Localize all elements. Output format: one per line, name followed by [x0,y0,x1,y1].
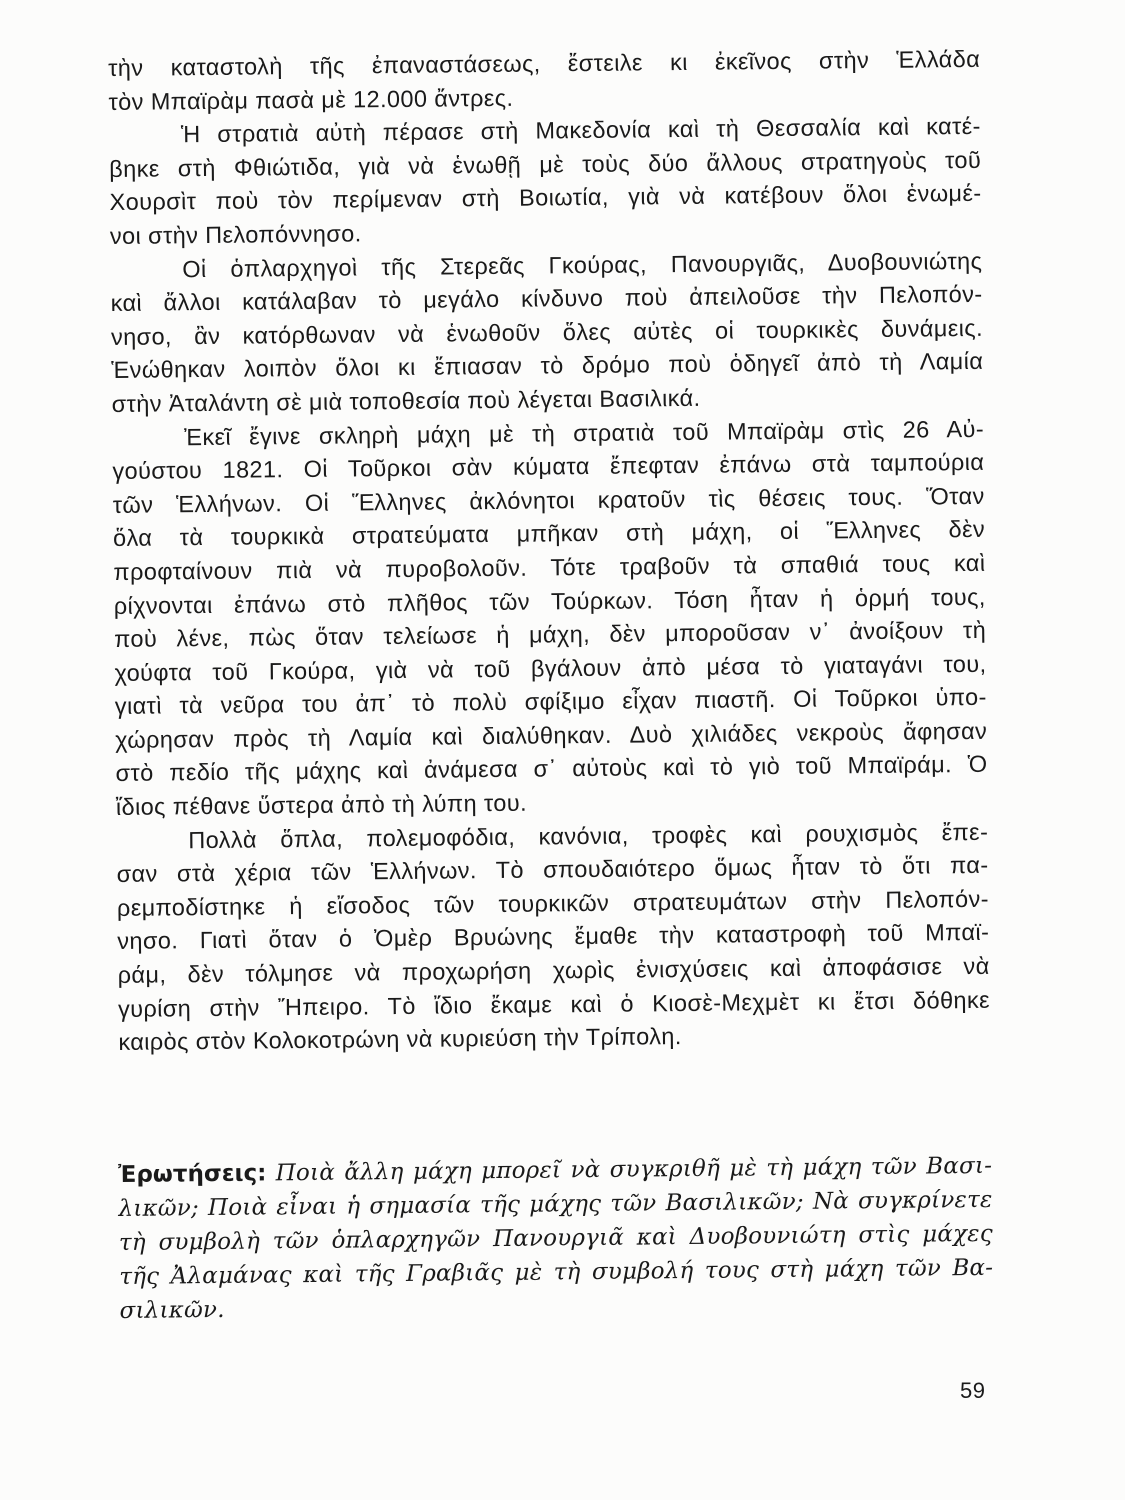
question-line: σιλικῶν. [119,1296,225,1324]
text-line: γούστου 1821. Οἱ Τοῦρκοι σὰν κύματα ἔπεφταν ἐπάνω στὰ ταμπούρια [112,448,985,485]
body-text [108,43,991,1060]
text-line: ράμ, δὲν τόλμησε νὰ προχωρήση χωρὶς ἐνισχύσεις καὶ ἀποφάσισε νὰ [117,952,990,988]
text-line: Ἡ στρατιὰ αὐτὴ πέρασε στὴ Μακεδονία καὶ τὴ Θεσσαλία καὶ κατέ- [180,113,981,148]
text-line: τὴν καταστολὴ τῆς ἐπαναστάσεως, ἔστειλε κι ἐκεῖνος στὴν Ἑλλάδα [108,45,981,81]
text-line: νοι στὴν Πελοπόννησο. [109,220,362,249]
text-line: χούφτα τοῦ Γκούρα, γιὰ νὰ τοῦ βγάλουν ἀπὸ μέσα τὸ γιαταγάνι του, [114,650,987,686]
text-line: τῶν Ἑλλήνων. Οἱ Ἕλληνες ἀκλόνητοι κρατοῦν τὶς θέσεις τους. Ὅταν [112,482,985,518]
page-number: 59 [960,1378,986,1403]
text-line: βηκε στὴ Φθιώτιδα, γιὰ νὰ ἑνωθῇ μὲ τοὺς δύο ἄλλους στρατηγοὺς τοῦ [109,146,982,182]
text-line: καιρὸς στὸν Κολοκοτρώνη νὰ κυριεύση τὴν Τρίπολη. [118,1023,682,1056]
text-line: σαν στὰ χέρια τῶν Ἑλλήνων. Τὸ σπουδαιότερο ὅμως ἦταν τὸ ὅτι πα- [116,852,989,888]
question-line: λικῶν; Ποιὰ εἶναι ἡ σημασία τῆς μάχης τῶν Βασιλικῶν; Νὰ συγκρίνετε [118,1186,993,1222]
question-line: τὴ συμβολὴ τῶν ὁπλαρχηγῶν Πανουργιᾶ καὶ Δυοβουνιώτη στὶς μάχες [118,1220,993,1256]
text-line: στὴν Ἀταλάντη σὲ μιὰ τοποθεσία ποὺ λέγεται Βασιλικά. [111,384,701,417]
text-line: χώρησαν πρὸς τὴ Λαμία καὶ διαλύθηκαν. Δυὸ χιλιάδες νεκροὺς ἄφησαν [115,717,988,753]
text-line: καὶ ἄλλοι κατάλαβαν τὸ μεγάλο κίνδυνο ποὺ ἀπειλοῦσε τὴν Πελοπόν- [110,281,983,317]
text-line: ρεμποδίστηκε ἡ εἴσοδος τῶν τουρκικῶν στρατευμάτων στὴν Πελοπόν- [116,885,990,921]
text-line: Πολλὰ ὅπλα, πολεμοφόδια, κανόνια, τροφὲς καὶ ρουχισμὸς ἔπε- [188,818,989,853]
text-line: Χουρσὶτ ποὺ τὸν περίμεναν στὴ Βοιωτία, γιὰ νὰ κατέβουν ὅλοι ἑνωμέ- [109,180,982,216]
text-line: ὅλα τὰ τουρκικὰ στρατεύματα μπῆκαν στὴ μάχη, οἱ Ἕλληνες δὲν [112,516,986,552]
questions-section [118,1149,994,1328]
questions-label: Ἐρωτήσεις: [118,1160,267,1188]
text-line: Οἱ ὁπλαρχηγοὶ τῆς Στερεᾶς Γκούρας, Πανουργιᾶς, Δυοβουνιώτης [182,247,983,282]
text-line: νησο. Γιατὶ ὅταν ὁ Ὀμὲρ Βρυώνης ἔμαθε τὴν καταστροφὴ τοῦ Μπαϊ- [117,919,990,955]
text-line: τὸν Μπαϊρὰμ πασὰ μὲ 12.000 ἄντρες. [108,84,514,115]
text-line: προφταίνουν πιὰ νὰ πυροβολοῦν. Τότε τραβοῦν τὰ σπαθιά τους καὶ [113,549,986,585]
text-line: ποὺ λένε, πὼς ὅταν τελείωσε ἡ μάχη, δὲν μποροῦσαν ν᾽ ἀνοίξουν τὴ [114,616,987,653]
text-line: νησο, ἂν κατόρθωναν νὰ ἑνωθοῦν ὅλες αὐτὲς οἱ τουρκικὲς δυνάμεις. [110,314,984,350]
text-line: Ἐκεῖ ἔγινε σκληρὴ μάχη μὲ τὴ στρατιὰ τοῦ Μπαϊρὰμ στὶς 26 Αὐ- [183,415,985,450]
text-line: γιατὶ τὰ νεῦρα του ἀπ᾽ τὸ πολὺ σφίξιμο εἶχαν πιαστῆ. Οἱ Τοῦρκοι ὑπο- [114,684,987,720]
text-line: ἴδιος πέθανε ὕστερα ἀπὸ τὴ λύπη του. [115,789,528,821]
text-line: ρίχνονται ἐπάνω στὸ πλῆθος τῶν Τούρκων. Τόση ἦταν ἡ ὁρμή τους, [113,583,986,619]
text-line: Ἑνώθηκαν λοιπὸν ὅλοι κι ἔπιασαν τὸ δρόμο ποὺ ὁδηγεῖ ἀπὸ τὴ Λαμία [111,348,984,384]
text-line: στὸ πεδίο τῆς μάχης καὶ ἀνάμεσα σ᾽ αὐτοὺς καὶ τὸ γιὸ τοῦ Μπαϊράμ. Ὁ [115,751,988,787]
text-line: γυρίση στὴν Ἤπειρο. Τὸ ἴδιο ἔκαμε καὶ ὁ Κιοσὲ-Μεχμὲτ κι ἔτσι δόθηκε [117,986,991,1022]
question-line: τῆς Ἀλαμάνας καὶ τῆς Γραβιᾶς μὲ τὴ συμβολή τους στὴ μάχη τῶν Βα- [119,1254,994,1290]
question-text: Ποιὰ ἄλλη μάχη μπορεῖ νὰ συγκριθῆ μὲ τὴ μάχη τῶν Βασι- [275,1152,993,1187]
